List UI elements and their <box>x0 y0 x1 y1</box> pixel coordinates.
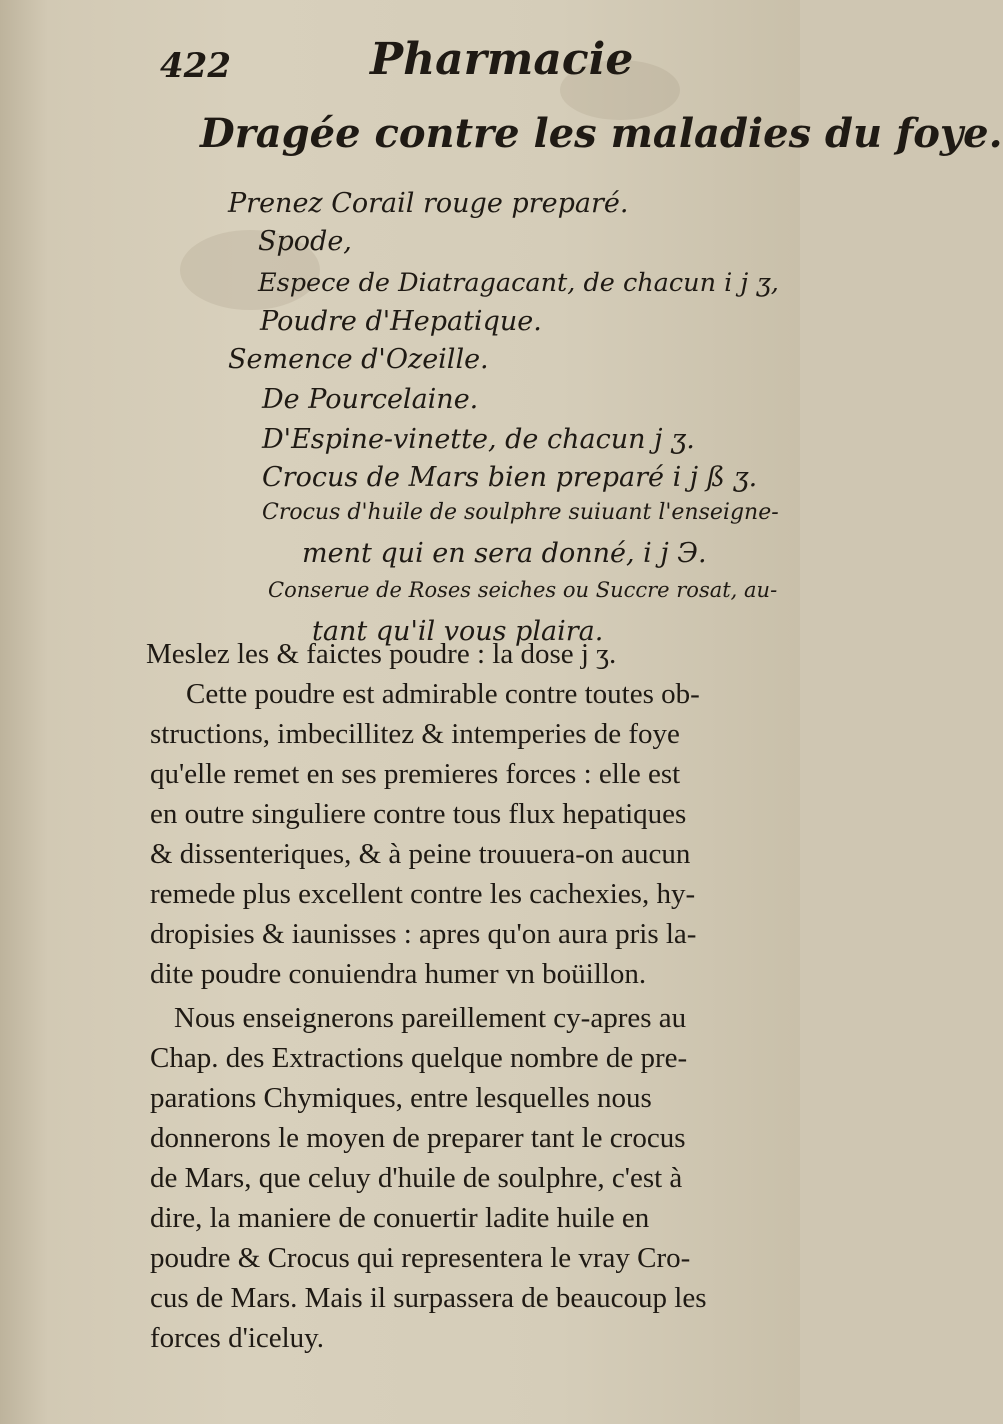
page-number: 422 <box>160 46 231 86</box>
text-line: dropisies & iaunisses : apres qu'on aura pris la- <box>150 918 697 950</box>
text-line: dite poudre conuiendra humer vn boüillon. <box>150 958 647 990</box>
running-head: Pharmacie <box>370 34 634 85</box>
ingredient-line: Spode, <box>258 226 352 257</box>
text-line: qu'elle remet en ses premieres forces : elle est <box>150 758 681 790</box>
ingredient-line: tant qu'il vous plaira. <box>312 616 604 647</box>
text-line: de Mars, que celuy d'huile de soulphre, c'est à <box>150 1162 683 1194</box>
text-line: Chap. des Extractions quelque nombre de pre- <box>150 1042 688 1074</box>
text-line: Cette poudre est admirable contre toutes ob- <box>186 678 700 710</box>
text-line: en outre singuliere contre tous flux hepatiques <box>150 798 687 830</box>
text-line: & dissenteriques, & à peine trouuera-on aucun <box>150 838 691 870</box>
text-line: Nous enseignerons pareillement cy-apres au <box>174 1002 687 1034</box>
text-line: dire, la maniere de conuertir ladite huile en <box>150 1202 650 1234</box>
ingredient-line: Espece de Diatragacant, de chacun i j ʒ, <box>258 268 779 298</box>
text-line: remede plus excellent contre les cachexies, hy- <box>150 878 696 910</box>
ingredient-line: Crocus de Mars bien preparé i j ß ʒ. <box>262 462 758 493</box>
ingredient-line: Semence d'Ozeille. <box>228 344 489 375</box>
ingredient-line: Poudre d'Hepatique. <box>260 306 542 337</box>
text-line: Meslez les & faictes poudre : la dose j ʒ. <box>146 638 617 670</box>
ingredient-line: Crocus d'huile de soulphre suiuant l'enseigne- <box>262 500 779 525</box>
text-line: poudre & Crocus qui representera le vray Cro- <box>150 1242 691 1274</box>
ingredient-line: ment qui en sera donné, i j Э. <box>302 538 707 569</box>
text-line: donnerons le moyen de preparer tant le crocus <box>150 1122 686 1154</box>
recipe-title: Dragée contre les maladies du foye. <box>200 110 1003 157</box>
ingredient-line: De Pourcelaine. <box>262 384 479 415</box>
text-line: structions, imbecillitez & intemperies de foye <box>150 718 680 750</box>
page-header <box>160 28 740 88</box>
ingredient-line: Prenez Corail rouge preparé. <box>228 188 629 219</box>
ingredient-line: D'Espine-vinette, de chacun j ʒ. <box>262 424 695 455</box>
ingredient-line: Conserue de Roses seiches ou Succre rosat, au- <box>268 578 778 602</box>
text-line: cus de Mars. Mais il surpassera de beaucoup les <box>150 1282 707 1314</box>
text-line: forces d'iceluy. <box>150 1322 325 1354</box>
text-line: parations Chymiques, entre lesquelles nous <box>150 1082 652 1114</box>
